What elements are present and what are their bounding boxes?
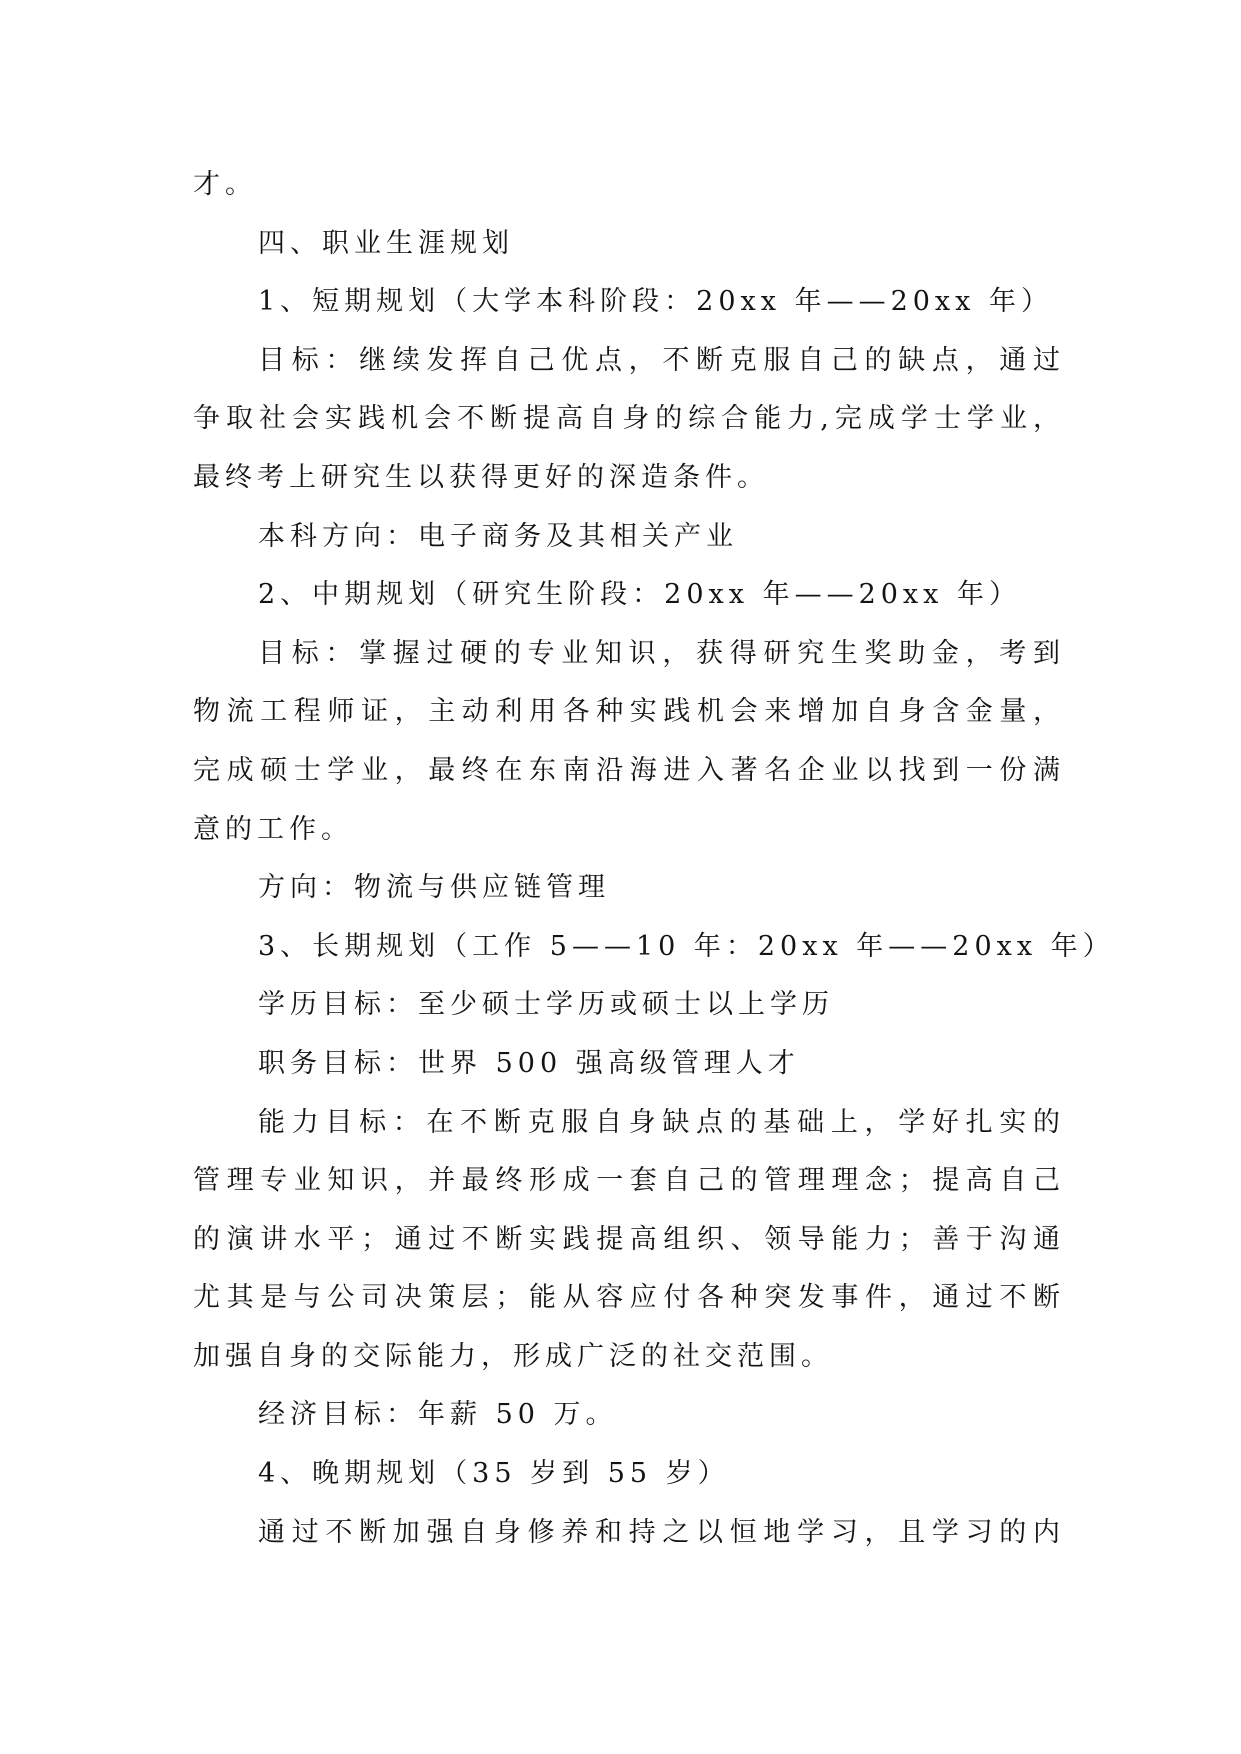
paragraph-line: 通过不断加强自身修养和持之以恒地学习，且学习的内 [258,1516,1062,1548]
paragraph [193,1094,1062,1387]
subheading-text: 4、晚期规划（35 岁到 55 岁） [258,1458,730,1490]
paragraph [193,1504,1062,1563]
paragraph-line: 目标：继续发挥自己优点，不断克服自己的缺点，通过 [258,344,1062,376]
paragraph-line: 目标：掌握过硬的专业知识，获得研究生奖助金，考到 [258,637,1062,669]
paragraph-line: 的演讲水平；通过不断实践提高组织、领导能力；善于沟通 [193,1223,1062,1255]
document-body [193,156,1115,1562]
paragraph-line: 管理专业知识，并最终形成一套自己的管理理念；提高自己 [193,1165,1062,1197]
paragraph-line: 学历目标：至少硕士学历或硕士以上学历 [258,989,834,1021]
paragraph [193,508,1062,567]
paragraph [193,1386,1062,1445]
paragraph-continued [193,156,1062,215]
paragraph [193,859,1062,918]
subheading-mid-term [193,566,1062,625]
paragraph-line: 能力目标：在不断克服自身缺点的基础上，学好扎实的 [258,1106,1062,1138]
paragraph-line: 加强自身的交际能力，形成广泛的社交范围。 [193,1340,833,1372]
paragraph [193,976,1062,1035]
subheading-text: 3、长期规划（工作 5——10 年：20xx 年——20xx 年） [258,930,1115,962]
paragraph-line: 意的工作。 [193,813,353,845]
subheading-late-term [193,1445,1062,1504]
subheading-long-term [193,918,1115,977]
subheading-text: 1、短期规划（大学本科阶段：20xx 年——20xx 年） [258,286,1053,318]
paragraph-line: 职务目标：世界 500 强高级管理人才 [258,1047,800,1079]
paragraph [193,332,1062,508]
paragraph-line: 完成硕士学业，最终在东南沿海进入著名企业以找到一份满 [193,754,1062,786]
paragraph-line: 经济目标：年薪 50 万。 [258,1399,618,1431]
paragraph-line: 本科方向：电子商务及其相关产业 [258,520,738,552]
paragraph-line: 争取社会实践机会不断提高自身的综合能力,完成学士学业， [193,403,1062,435]
section-heading [193,215,1062,274]
subheading-text: 2、中期规划（研究生阶段：20xx 年——20xx 年） [258,579,1021,611]
section-heading-text: 四、职业生涯规划 [258,227,514,259]
paragraph-line: 才。 [193,169,257,200]
paragraph-line: 尤其是与公司决策层；能从容应付各种突发事件，通过不断 [193,1282,1062,1314]
paragraph [193,625,1062,859]
subheading-short-term [193,273,1062,332]
paragraph-line: 物流工程师证，主动利用各种实践机会来增加自身含金量， [193,696,1062,728]
paragraph-line: 方向：物流与供应链管理 [258,872,610,904]
paragraph [193,1035,1062,1094]
paragraph-line: 最终考上研究生以获得更好的深造条件。 [193,461,769,493]
